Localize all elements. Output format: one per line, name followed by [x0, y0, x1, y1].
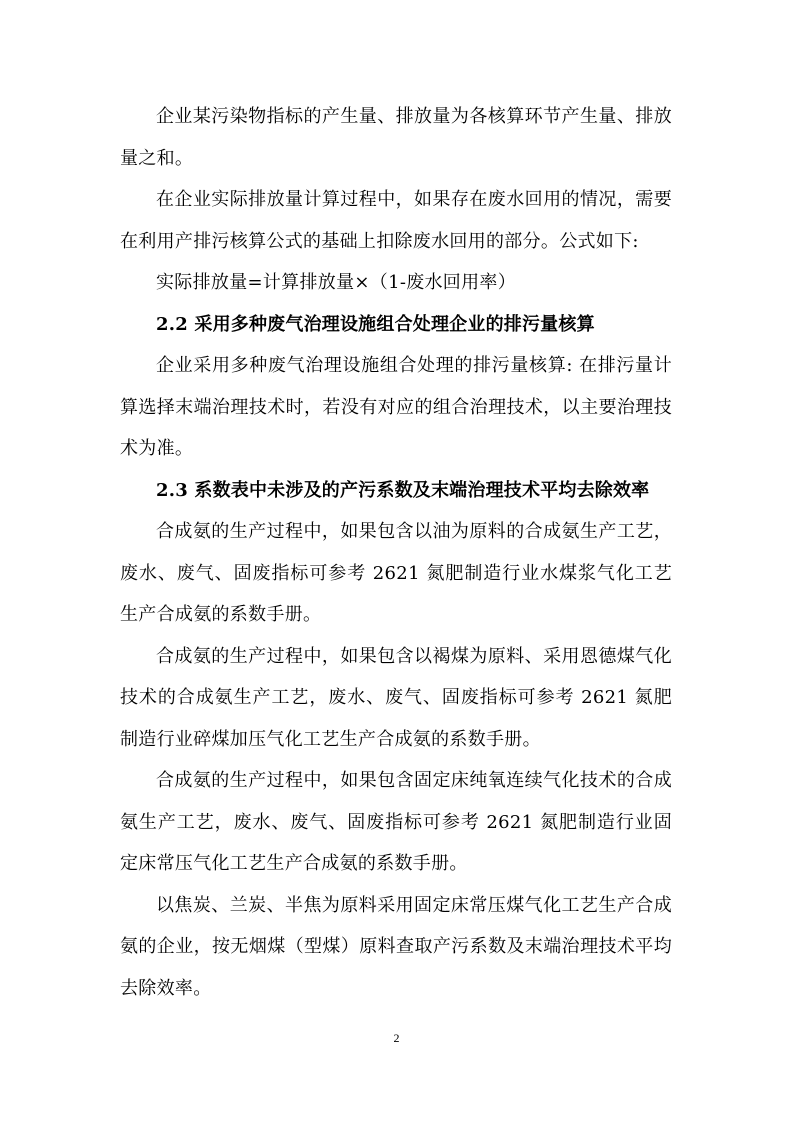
- paragraph-lignite-feedstock: 合成氨的生产过程中，如果包含以褐煤为原料、采用恩德煤气化技术的合成氨生产工艺，废水、废气、固废指标可参考 2621 氮肥制造行业碎煤加压气化工艺生产合成氨的系数手册。: [120, 645, 672, 750]
- paragraph-water-reuse: 在企业实际排放量计算过程中，如果存在废水回用的情况，需要在利用产排污核算公式的基础上扣除废水回用的部分。公式如下:: [120, 189, 672, 252]
- paragraph-coke-feedstock: 以焦炭、兰炭、半焦为原料采用固定床常压煤气化工艺生产合成氨的企业，按无烟煤（型煤）原料查取产污系数及末端治理技术平均去除效率。: [120, 894, 672, 999]
- section-heading-2-3: 2.3 系数表中未涉及的产污系数及末端治理技术平均去除效率: [156, 479, 650, 501]
- section-heading-2-2: 2.2 采用多种废气治理设施组合处理企业的排污量核算: [156, 313, 595, 335]
- paragraph-combined-treatment: 企业采用多种废气治理设施组合处理的排污量核算: 在排污量计算选择末端治理技术时，若没有对应的组合治理技术，以主要治理技术为准。: [120, 355, 672, 459]
- paragraph-oil-feedstock: 合成氨的生产过程中，如果包含以油为原料的合成氨生产工艺，废水、废气、固废指标可参考 2621 氮肥制造行业水煤浆气化工艺生产合成氨的系数手册。: [120, 521, 672, 625]
- paragraph-formula: 实际排放量=计算排放量×（1-废水回用率）: [156, 272, 516, 293]
- document-body: [120, 96, 672, 1009]
- paragraph-fixed-bed-oxygen: 合成氨的生产过程中，如果包含固定床纯氧连续气化技术的合成氨生产工艺，废水、废气、固废指标可参考 2621 氮肥制造行业固定床常压气化工艺生产合成氨的系数手册。: [120, 770, 672, 874]
- page-number: 2: [393, 1031, 400, 1045]
- paragraph-sum-definition: 企业某污染物指标的产生量、排放量为各核算环节产生量、排放量之和。: [120, 106, 672, 169]
